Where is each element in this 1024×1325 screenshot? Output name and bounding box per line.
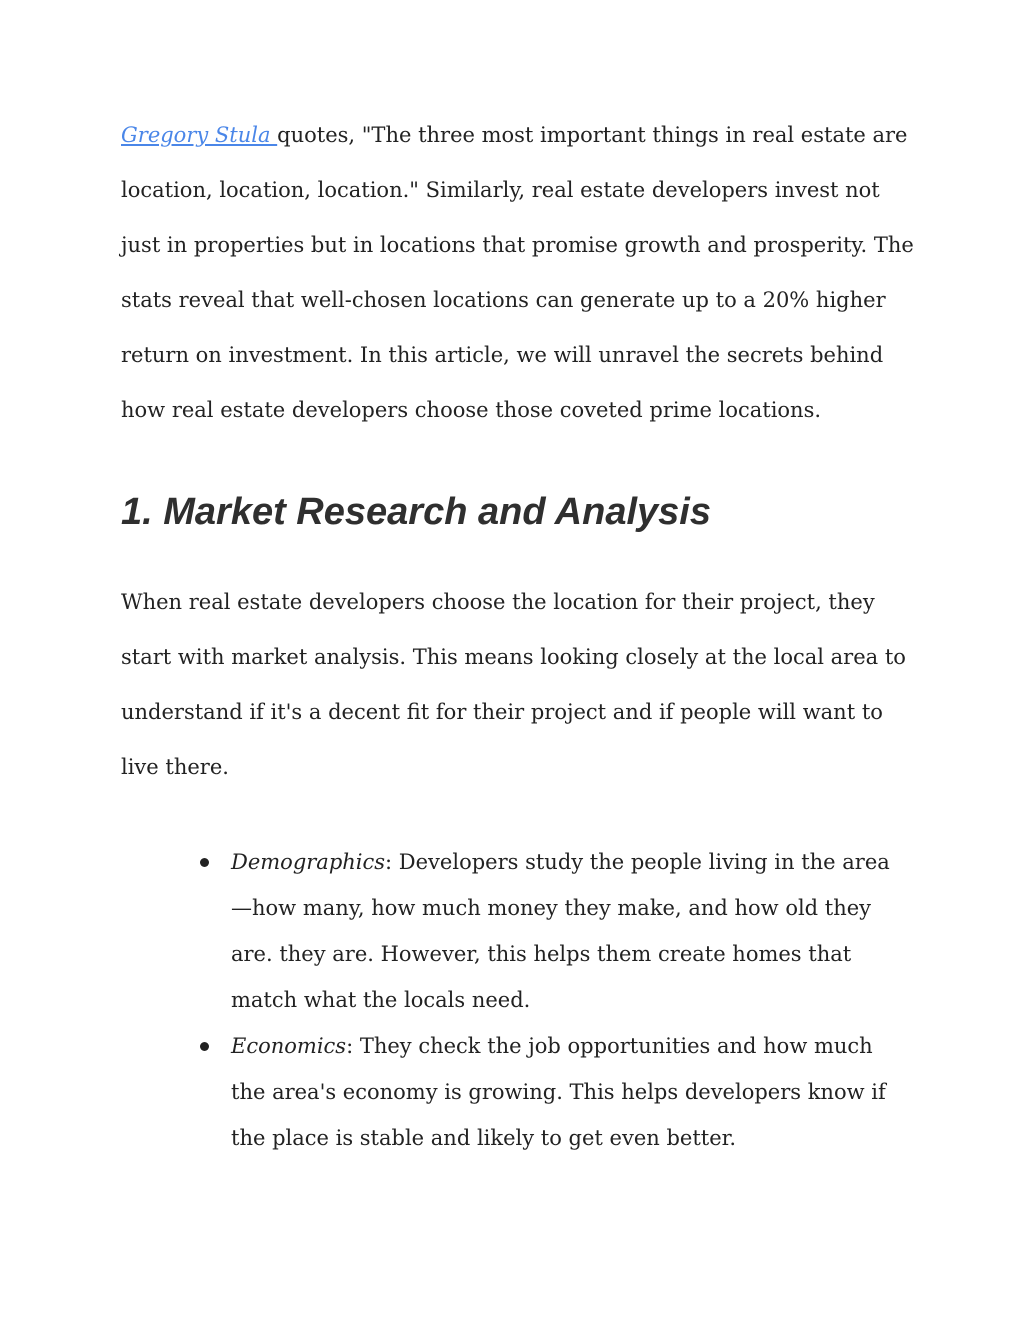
bullet-list: [200, 839, 910, 1161]
section-heading: 1. Market Research and Analysis: [121, 491, 711, 533]
bullet-text: : Developers study the people living in the area—how many, how much money they make, and how old they are. they are. However, this helps them create homes that match what the locals need.: [231, 850, 890, 1012]
author-link[interactable]: Gregory Stula: [121, 123, 278, 147]
intro-paragraph: [121, 108, 921, 438]
bullet-term: Demographics: [231, 850, 386, 874]
section-paragraph: When real estate developers choose the location for their project, they start with market analysis. This means looking closely at the local area to understand if it's a decent fit for their project and if people will want to live there.: [121, 590, 906, 779]
list-item: [200, 839, 910, 1023]
bullet-term: Economics: [231, 1034, 347, 1058]
bullet-icon: [200, 1042, 209, 1051]
intro-text: quotes, "The three most important things in real estate are location, location, location." Similarly, real estate developers invest not just in properties but in locations that promise growth and prosperity. The stats reveal that well-chosen locations can generate up to a 20% higher return on investment. In this article, we will unravel the secrets behind how real estate developers choose those coveted prime locations.: [121, 123, 914, 422]
list-item: [200, 1023, 910, 1161]
bullet-text: : They check the job opportunities and how much the area's economy is growing. This helps developers know if the place is stable and likely to get even better.: [231, 1034, 886, 1150]
bullet-icon: [200, 858, 209, 867]
